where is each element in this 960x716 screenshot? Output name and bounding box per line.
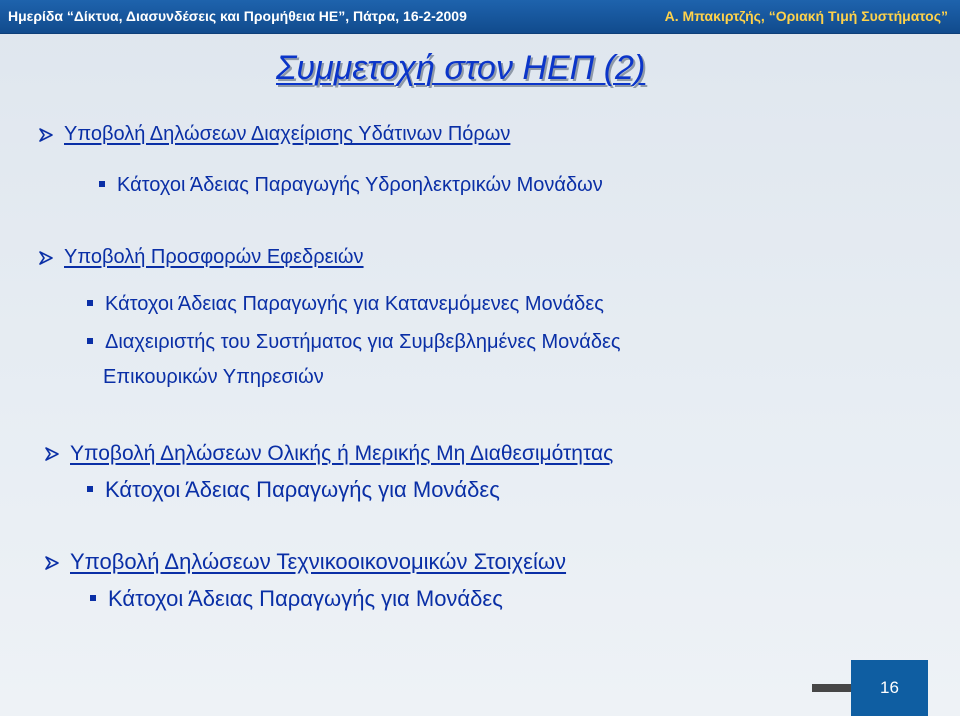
list-item-text: Κάτοχοι Άδειας Παραγωγής Υδροηλεκτρικών Μονάδων bbox=[117, 174, 603, 196]
list-item bbox=[87, 328, 621, 356]
slide-title: Συμμετοχή στον ΗΕΠ (2) bbox=[276, 49, 646, 87]
section-heading-text: Υποβολή Δηλώσεων Τεχνικοοικονομικών Στοιχείων bbox=[70, 549, 567, 574]
list-item bbox=[87, 476, 500, 504]
page-number-box bbox=[851, 660, 928, 716]
section-heading bbox=[44, 548, 566, 576]
section-heading-text: Υποβολή Δηλώσεων Διαχείρισης Υδάτινων Πόρων bbox=[64, 123, 511, 145]
section-heading-text: Υποβολή Προσφορών Εφεδρειών bbox=[64, 246, 364, 268]
list-item bbox=[90, 585, 503, 613]
list-item-text: Κάτοχοι Άδειας Παραγωγής για Μονάδες bbox=[105, 477, 500, 502]
square-bullet-icon bbox=[87, 338, 93, 344]
header-banner bbox=[0, 0, 960, 34]
section-heading bbox=[38, 243, 364, 271]
arrow-bullet-icon bbox=[44, 555, 60, 571]
section-heading bbox=[44, 440, 613, 468]
list-item-text: Επικουρικών Υπηρεσιών bbox=[103, 366, 324, 388]
list-item-text: Διαχειριστής του Συστήματος για Συμβεβλημένες Μονάδες bbox=[105, 331, 621, 353]
presenter-name: Α. Μπακιρτζής, “Οριακή Τιμή Συστήματος” bbox=[664, 8, 948, 24]
arrow-bullet-icon bbox=[44, 446, 60, 462]
section-heading bbox=[38, 120, 510, 148]
event-title: Ημερίδα “Δίκτυα, Διασυνδέσεις και Προμήθεια ΗΕ”, Πάτρα, 16-2-2009 bbox=[8, 8, 467, 24]
arrow-bullet-icon bbox=[38, 250, 54, 266]
list-item-text: Κάτοχοι Άδειας Παραγωγής για Μονάδες bbox=[108, 586, 503, 611]
section-heading-text: Υποβολή Δηλώσεων Ολικής ή Μερικής Μη Διαθεσιμότητας bbox=[70, 442, 614, 465]
list-item-text: Κάτοχοι Άδειας Παραγωγής για Κατανεμόμενες Μονάδες bbox=[105, 293, 604, 315]
arrow-bullet-icon bbox=[38, 127, 54, 143]
list-item-continuation bbox=[103, 363, 324, 391]
page-number: 16 bbox=[880, 678, 899, 697]
footer-decoration-bar bbox=[812, 684, 852, 692]
square-bullet-icon bbox=[90, 595, 96, 601]
list-item bbox=[87, 290, 604, 318]
list-item bbox=[99, 171, 603, 199]
square-bullet-icon bbox=[87, 300, 93, 306]
square-bullet-icon bbox=[87, 486, 93, 492]
square-bullet-icon bbox=[99, 181, 105, 187]
